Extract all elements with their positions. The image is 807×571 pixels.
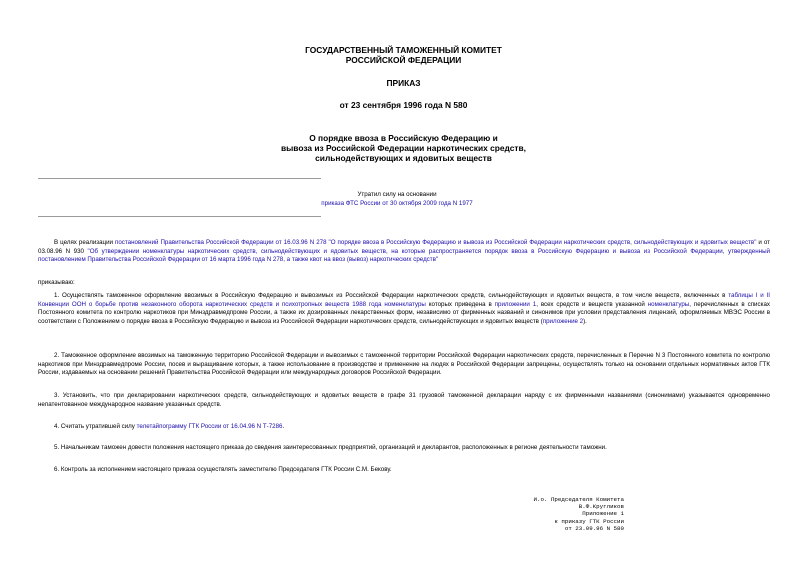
signature-block xyxy=(498,496,624,532)
item-1-text-4: , всех средств и веществ указанной xyxy=(536,300,648,308)
doc-type-label: ПРИКАЗ xyxy=(386,78,421,88)
item-1-link-nomenclature[interactable]: номенклатуры xyxy=(384,300,426,308)
item-1-text-5: , перечисленных в списках Постоянного комитета по контролю наркотиков при Минздравмедпроме России, а также их дозированных лекарственных форм, независимо от фирменных названий и синонимов при условии представления лицензий, оформляемых МВЭС России в соответствии с Положением о порядке ввоза в Российскую Федерацию и вывоза из Российской Федерации наркотических средств, сильнодействующих и ядовитых веществ ( xyxy=(38,300,770,325)
bottom-divider xyxy=(38,216,321,217)
document-date xyxy=(0,100,807,110)
document-subject xyxy=(0,133,807,163)
signature-name: В.Ф.Кругликов xyxy=(578,503,624,511)
item-1-paragraph xyxy=(38,292,770,345)
subject-line-2: вывоза из Российской Федерации наркотических средств, xyxy=(280,143,526,153)
item-1-link-conventions[interactable]: таблицы I и II Конвенции ООН о борьбе против незаконного оборота наркотических средств и психотропных веществ 1988 года xyxy=(38,292,770,308)
doc-date-label: от 23 сентября 1996 года N 580 xyxy=(339,100,468,110)
appendix-date: от 23.09.96 N 580 xyxy=(564,524,624,532)
preamble-paragraph xyxy=(38,239,770,274)
item-1-text-6: ). xyxy=(583,317,587,325)
appendix-reference: к приказу ГТК России xyxy=(554,517,624,525)
item-1-text-1: 1. Осуществлять таможенное оформление ввозимых в Российскую Федерацию и вывозимых из Российской Федерации наркотических средств, сильнодействующих и ядовитых веществ, в том числе веществ, включенных в xyxy=(54,292,729,299)
document-header xyxy=(0,45,807,65)
subject-line-1: О порядке ввоза в Российскую Федерацию и xyxy=(309,133,498,143)
item-4-text-1: 4. Считать утратившей силу xyxy=(54,423,137,430)
appendix-label: Приложение 1 xyxy=(582,510,624,518)
preamble-link-2[interactable]: "Об утверждении номенклатуры наркотических средств, сильнодействующих и ядовитых веществ, на которые распространяется порядок ввоза в Российскую Федерацию и вывоза из Российской Федерации, утвержденный постановлением Правительства Российской Федерации от 16 марта 1996 года N 278, а также квот на ввоз (вывоз) наркотических средств" xyxy=(38,247,770,264)
issuer-line-1: ГОСУДАРСТВЕННЫЙ ТАМОЖЕННЫЙ КОМИТЕТ xyxy=(305,45,502,55)
item-1-link-nomenclature-2[interactable]: номенклатуры xyxy=(647,300,690,308)
item-4-link-teletype[interactable]: телетайпограмму ГТК России от 16.04.96 N Т-7286 xyxy=(136,423,283,430)
lost-force-link[interactable]: приказа ФТС России от 30 октября 2009 года N 1977 xyxy=(321,200,473,207)
lost-force-text: Утратил силу на основании xyxy=(357,191,437,198)
item-3-paragraph: 3. Установить, что при декларировании наркотических средств, сильнодействующих и ядовитых веществ в графе 31 грузовой таможенной декларации наряду с их фирменными названиями (синонимами) указывается одновременно непатентованное международное название указанных средств. xyxy=(38,392,770,408)
status-note xyxy=(292,190,502,208)
preamble-text-2: и от 03.08.96 N 930 xyxy=(38,239,770,255)
item-4-paragraph xyxy=(38,423,770,432)
item-2-paragraph: 2. Таможенное оформление ввозимых на таможенную территорию Российской Федерации и вывозимых с таможенной территории Российской Федерации наркотических средств, перечисленных в Перечне N 3 Постоянного комитета по контролю наркотиков при Минздравмедпроме России, посев и выращивание которых, а также использование в производстве и применение на людях в Российской Федерации запрещены, осуществлять только на основании отдельных нормативных актов ГТК России, издаваемых на основании решений Правительства Российской Федерации или международных договоров Российской Федерации. xyxy=(38,352,770,377)
item-5-paragraph: 5. Начальникам таможен довести положения настоящего приказа до сведения заинтересованных предприятий, организаций и декларантов, расположенных в регионе деятельности таможни. xyxy=(54,444,607,451)
document-type xyxy=(0,78,807,88)
order-word: приказываю: xyxy=(38,279,75,286)
top-divider xyxy=(38,178,321,179)
issuer-line-2: РОССИЙСКОЙ ФЕДЕРАЦИИ xyxy=(345,55,462,65)
item-1-link-appendix-2[interactable]: приложение 2 xyxy=(542,317,584,325)
preamble-text-1: В целях реализации xyxy=(54,239,116,246)
subject-line-3: сильнодействующих и ядовитых веществ xyxy=(315,153,492,163)
item-6-paragraph: 6. Контроль за исполнением настоящего приказа осуществлять заместителю Председателя ГТК России С.М. Бекову. xyxy=(54,466,392,473)
item-1-text-3: которых приведена в xyxy=(425,300,495,308)
item-1-link-appendix-1[interactable]: приложении 1 xyxy=(494,300,537,308)
signature-position: И.о. Председателя Комитета xyxy=(533,496,624,503)
item-4-text-2: . xyxy=(282,423,285,430)
preamble-link-1[interactable]: постановлений Правительства Российской Федерации от 16.03.96 N 278 "О порядке ввоза в Российскую Федерацию и вывоза из Российской Федерации наркотических средств, сильнодействующих и ядовитых веществ" xyxy=(115,239,757,246)
